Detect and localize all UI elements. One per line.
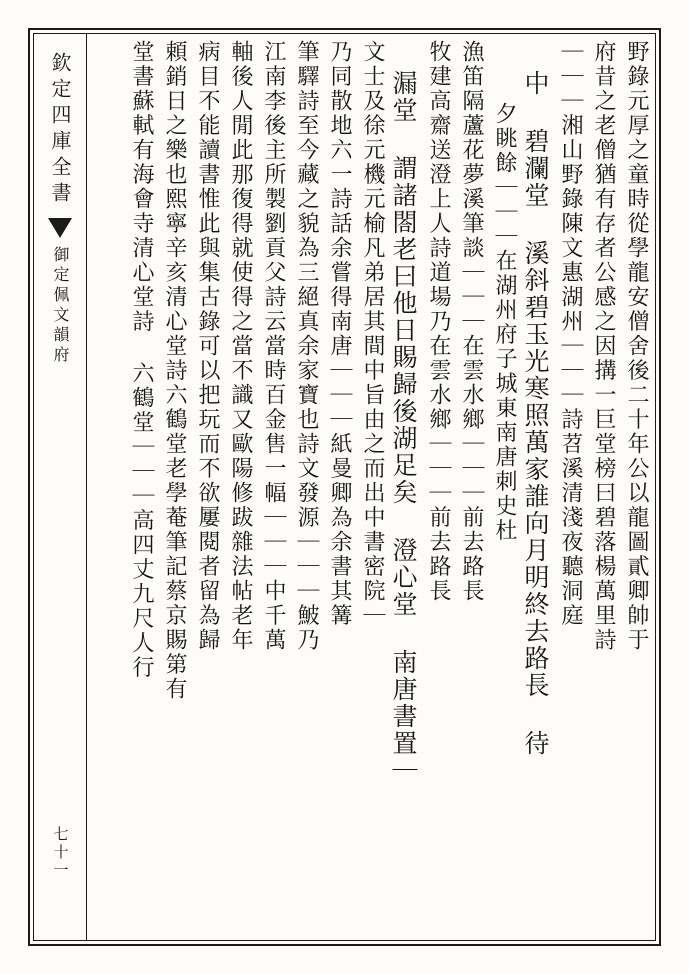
text-column-heading: 漏堂 謂諸閤老曰他日賜歸後湖足矣 澄心堂 南唐書置｜ [389, 70, 418, 784]
book-title: 欽定四庫全書 [48, 52, 72, 208]
text-column: 野錄元厚之童時從學龍安僧舍後二十年公以龍圖貳卿帥于 [624, 40, 649, 653]
text-column: 堂書蘇軾有海會寺清心堂詩 六鶴堂｜｜｜高四丈九尺人行 [129, 40, 154, 680]
text-column: 乃同散地六一詩話余嘗得南唐｜｜｜紙曼卿為余書其篝 [327, 40, 352, 628]
page-number: 七十一 [51, 826, 70, 880]
text-column: 病目不能讀書惟此與集古錄可以把玩而不欲屢閱者留為歸 [195, 40, 220, 653]
margin-column-rule [86, 33, 87, 941]
text-column: ｜｜｜湘山野錄陳文惠湖州｜｜｜詩苕溪清淺夜聽洞庭 [558, 40, 583, 628]
margin-column [34, 34, 86, 940]
main-text-block [90, 40, 650, 932]
book-subtitle: 御定佩文韻府 [51, 246, 70, 366]
text-column: 文士及徐元機元榆凡弟居其間中旨由之而出中書密院｜ [360, 40, 385, 628]
text-column: 府昔之老僧猶有存者公感之因搆一巨堂榜曰碧落楊萬里詩 [591, 40, 616, 653]
text-column: 江南李後主所製劉貢父詩云當時百金售一幅｜｜｜中千萬 [261, 40, 286, 653]
text-column: 軸後人閒此那復得就使得之當不識又歐陽修跋雜法帖老年 [228, 40, 253, 653]
text-column-heading: 中 碧瀾堂 溪斜碧玉光寒照萬家誰向月明終去路長 待 [521, 70, 550, 757]
text-column: 夕眺餘｜｜｜在湖州府子城東南唐刺史杜 [492, 102, 517, 543]
text-column: 漁笛隔蘆花夢溪筆談｜｜｜在雲水鄉｜｜｜前去路長 [459, 40, 484, 604]
text-column: 牧建高齋送澄上人詩道場乃在雲水鄉｜｜｜前去路長 [426, 40, 451, 604]
text-column: 頼銷日之樂也熙寧辛亥清心堂詩六鶴堂老學菴筆記蔡京賜第有 [162, 40, 187, 702]
fish-tail-ornament [48, 218, 72, 238]
text-column: 筆驛詩至今藏之貌為三絕真余家寶也詩文發源｜｜｜鮍乃 [294, 40, 319, 653]
